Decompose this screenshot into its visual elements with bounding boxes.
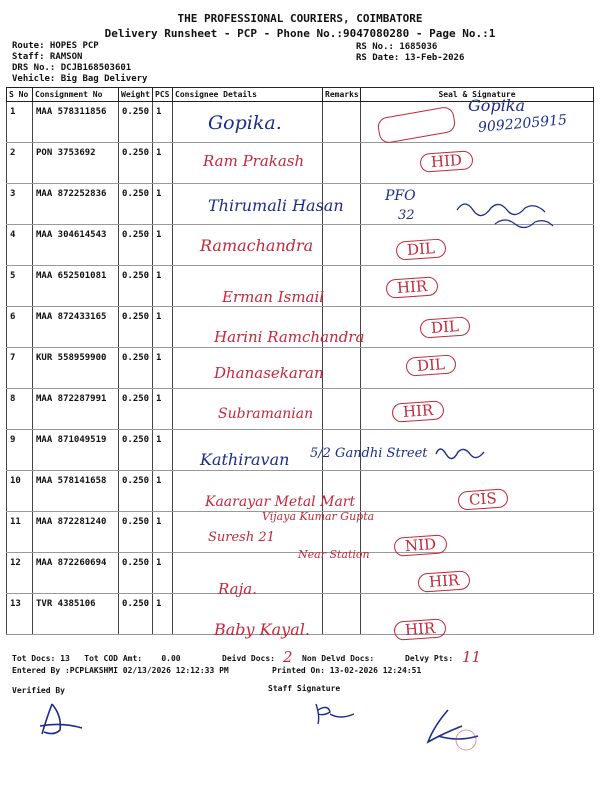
cell-consignment: MAA 872260694 — [33, 553, 119, 594]
cell-sno: 9 — [7, 430, 33, 471]
cell-weight: 0.250 — [119, 307, 153, 348]
handwritten-address: 5/2 Gandhi Street — [310, 446, 428, 461]
cell-weight: 0.250 — [119, 225, 153, 266]
cell-sno: 12 — [7, 553, 33, 594]
entered-by: Entered By :PCPLAKSHMI 02/13/2026 12:12:33 PM — [12, 666, 229, 675]
cell-pcs: 1 — [153, 102, 173, 143]
handwritten-name: Dhanasekaran — [214, 364, 324, 382]
cell-pcs: 1 — [153, 348, 173, 389]
cell-pcs: 1 — [153, 430, 173, 471]
col-weight: Weight — [119, 88, 153, 102]
cell-sno: 11 — [7, 512, 33, 553]
footer-totals: Tot Docs: 13 Tot COD Amt: 0.00 — [12, 654, 181, 663]
cell-consignment: MAA 578311856 — [33, 102, 119, 143]
handwritten-address: Near Station — [298, 548, 370, 561]
delivery-stamp: HIR — [391, 400, 445, 423]
cell-consignment: PON 3753692 — [33, 143, 119, 184]
cell-consignment: MAA 872433165 — [33, 307, 119, 348]
document-title: THE PROFESSIONAL COURIERS, COIMBATORE — [177, 12, 423, 25]
cell-weight: 0.250 — [119, 389, 153, 430]
cell-consignment: TVR 4385106 — [33, 594, 119, 635]
handwritten-name: Ramachandra — [200, 236, 314, 255]
handwritten-name: Baby Kayal. — [214, 620, 310, 639]
cell-consignment: MAA 872252836 — [33, 184, 119, 225]
staff-label: Staff: RAMSON — [12, 52, 83, 62]
cell-consignment: MAA 872287991 — [33, 389, 119, 430]
handwritten-note: 32 — [398, 208, 415, 223]
vehicle-label: Vehicle: Big Bag Delivery — [12, 74, 148, 84]
col-consignee: Consignee Details — [173, 88, 323, 102]
delivered-docs-label: Deivd Docs: — [222, 654, 275, 663]
cell-weight: 0.250 — [119, 184, 153, 225]
drs-label: DRS No.: DCJB168503601 — [12, 63, 132, 73]
staff-signature-scribble — [418, 706, 488, 752]
cell-pcs: 1 — [153, 389, 173, 430]
signature-scribble — [432, 442, 492, 466]
cell-pcs: 1 — [153, 266, 173, 307]
rs-number: RS No.: 1685036 — [356, 42, 438, 52]
col-consignment: Consignment No — [33, 88, 119, 102]
handwritten-name: Gopika. — [208, 112, 282, 134]
handwritten-phone: 9092205915 — [477, 112, 568, 136]
delivery-stamp: HIR — [393, 618, 447, 641]
delivery-stamp: NID — [393, 534, 447, 557]
cell-sno: 10 — [7, 471, 33, 512]
delivery-stamp: DIL — [405, 354, 456, 376]
cell-pcs: 1 — [153, 143, 173, 184]
handwritten-name: Erman Ismail — [222, 288, 325, 306]
handwritten-name: Kaarayar Metal Mart — [205, 494, 356, 510]
col-pcs: PCS — [153, 88, 173, 102]
cell-pcs: 1 — [153, 307, 173, 348]
cell-sno: 7 — [7, 348, 33, 389]
handwritten-name: Thirumali Hasan — [208, 196, 344, 215]
cell-weight: 0.250 — [119, 553, 153, 594]
cell-pcs: 1 — [153, 471, 173, 512]
col-seal: Seal & Signature — [361, 88, 594, 102]
cell-weight: 0.250 — [119, 471, 153, 512]
cell-weight: 0.250 — [119, 430, 153, 471]
delivery-points-label: Delvy Pts: — [405, 654, 454, 663]
cell-sno: 3 — [7, 184, 33, 225]
delivery-stamp: DIL — [419, 316, 470, 338]
col-sno: S No — [7, 88, 33, 102]
rs-date: RS Date: 13-Feb-2026 — [356, 53, 465, 63]
cell-weight: 0.250 — [119, 512, 153, 553]
cell-weight: 0.250 — [119, 348, 153, 389]
cell-consignment: MAA 304614543 — [33, 225, 119, 266]
col-remarks: Remarks — [323, 88, 361, 102]
cell-sno: 1 — [7, 102, 33, 143]
cell-consignment: MAA 578141658 — [33, 471, 119, 512]
cell-sno: 2 — [7, 143, 33, 184]
handwritten-name: Ram Prakash — [203, 152, 305, 170]
handwritten-name: Suresh 21 — [208, 530, 275, 545]
table-row — [7, 430, 594, 471]
cell-sno: 4 — [7, 225, 33, 266]
handwritten-name: Subramanian — [218, 406, 314, 422]
cell-consignment: MAA 872281240 — [33, 512, 119, 553]
cell-weight: 0.250 — [119, 266, 153, 307]
delivery-stamp: HIR — [385, 276, 439, 299]
cell-consignment: KUR 558959900 — [33, 348, 119, 389]
signature-scribble — [455, 194, 565, 230]
handwritten-points: 11 — [462, 648, 482, 666]
cell-weight: 0.250 — [119, 143, 153, 184]
verified-signature — [32, 700, 92, 742]
staff-signature — [310, 700, 360, 728]
handwritten-address: Vijaya Kumar Gupta — [262, 510, 375, 523]
document-subtitle: Delivery Runsheet - PCP - Phone No.:9047080280 - Page No.:1 — [104, 27, 496, 40]
route-label: Route: HOPES PCP — [12, 41, 99, 51]
handwritten-note: PFO — [385, 188, 416, 204]
cell-weight: 0.250 — [119, 594, 153, 635]
handwritten-name: Kathiravan — [200, 450, 290, 469]
cell-pcs: 1 — [153, 184, 173, 225]
delivery-stamp: DIL — [395, 238, 446, 260]
printed-on: Printed On: 13-02-2026 12:24:51 — [272, 666, 422, 675]
delivery-stamp: CIS — [457, 488, 508, 510]
cell-sno: 8 — [7, 389, 33, 430]
delivery-stamp: HIR — [417, 570, 471, 593]
cell-pcs: 1 — [153, 512, 173, 553]
delivery-stamp: HID — [419, 150, 473, 173]
handwritten-signature: Gopika — [468, 96, 526, 115]
handwritten-count: 2 — [283, 648, 293, 666]
cell-consignment: MAA 871049519 — [33, 430, 119, 471]
cell-sno: 5 — [7, 266, 33, 307]
cell-pcs: 1 — [153, 553, 173, 594]
cell-sno: 13 — [7, 594, 33, 635]
staff-signature-label: Staff Signature — [268, 684, 341, 693]
cell-consignment: MAA 652501081 — [33, 266, 119, 307]
cell-sno: 6 — [7, 307, 33, 348]
cell-pcs: 1 — [153, 225, 173, 266]
non-delivered-docs-label: Non Delvd Docs: — [302, 654, 375, 663]
cell-weight: 0.250 — [119, 102, 153, 143]
verified-by-label: Verified By — [12, 686, 65, 695]
cell-pcs: 1 — [153, 594, 173, 635]
handwritten-name: Raja. — [218, 580, 257, 598]
handwritten-name: Harini Ramchandra — [214, 328, 365, 346]
